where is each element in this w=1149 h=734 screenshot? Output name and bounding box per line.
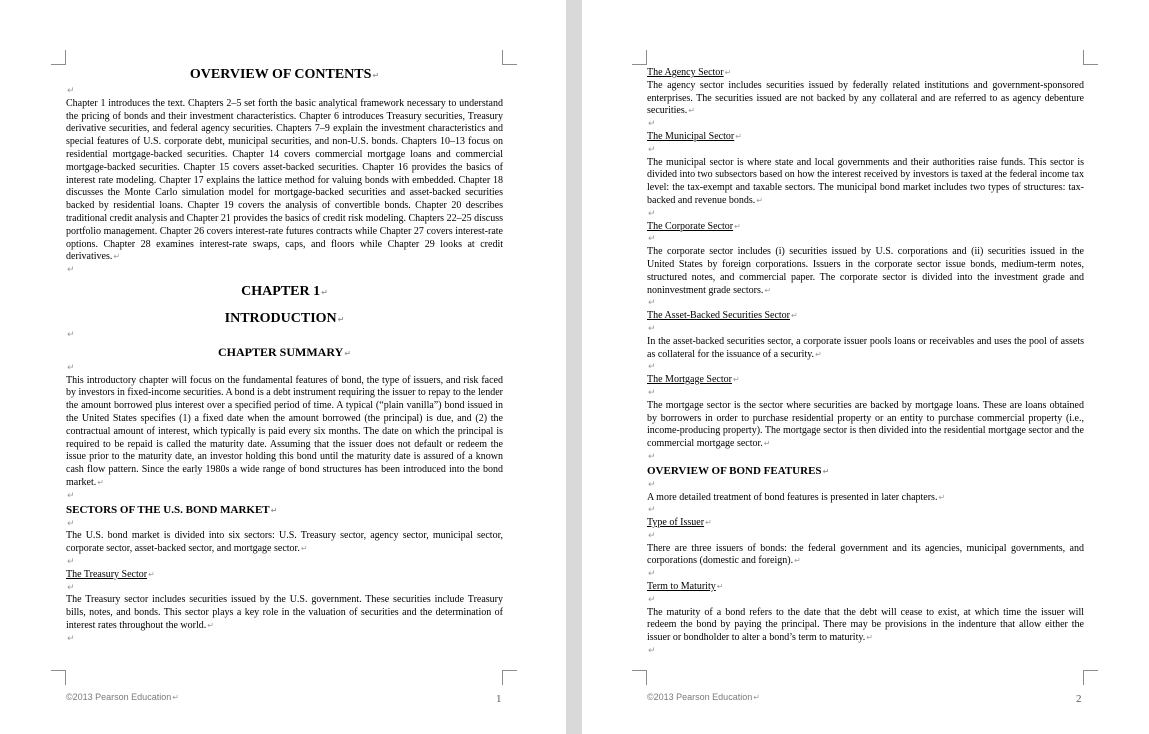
- chapter-summary-heading: CHAPTER SUMMARY↵: [218, 344, 351, 359]
- crop-mark-bottom-right: [1083, 670, 1098, 685]
- asset-backed-sector-paragraph: In the asset-backed securities sector, a corporate issuer pools loans or receivables and uses the pool of assets as collateral for the issuance of a security.↵: [647, 335, 1084, 360]
- page-1-body: OVERVIEW OF CONTENTS↵ ↵ Chapter 1 introduces the text. Chapters 2–5 set forth the basic analytical framework necessary to understand the pricing of bonds and their investment characteristics. Chapter 6 introduces Treasury securities, Treasury derivative securities, and federal agency securities. Chapters 7–9 explain the investment characteristics and special features of U.S. corporate debt, municipal securities, and non-U.S. bonds. Chapters 10–13 focus on residential mortgage-backed securities. Chapter 14 covers commercial mortgage loans and commercial mortgage-backed securities. Chapter 15 covers asset-backed securities. Chapter 16 provides the basics of interest rate modeling. Chapter 17 explains the lattice method for valuing bonds with embedded. Chapter 18 discusses the Monte Carlo simulation model for mortgage-backed securities and asset-backed securities backed by residential loans. Chapter 19 covers the analysis of convertible bonds. Chapter 20 describes traditional credit analysis and Chapter 21 provides the basics of credit risk modeling. Chapters 22–25 discuss portfolio management. Chapter 26 covers interest-rate futures contracts while Chapter 27 covers interest-rate options. Chapter 28 examines interest-rate swaps, caps, and floors while Chapter 29 looks at credit derivatives.↵ ↵ CHAPTER 1↵ INTRODUCTION↵ ↵ CHAPTER SUMMARY↵ ↵ This introductory chapter will focus on the fundamental features of bond, the type of issuers, and risk faced by investors in fixed-income securities. A bond is a debt instrument requiring the issuer to repay to the lender the amount borrowed plus interest over a specified period of time. A typical (“plain vanilla”) bond issued in the United States specifies (1) a fixed date when the amount borrowed (the principal) is due, and (2) the contractual amount of interest, which typically is paid every six months. The date on which the principal is required to be repaid is called the maturity date. Assuming that the issuer does not default or redeem the issue prior to the maturity date, an investor holding this bond until the maturity date is assured of a known cash flow pattern. Since the early 1980s a wide range of bond structures has been introduced into the bond market.↵ ↵ SECTORS OF THE U.S. BOND MARKET↵ ↵ The U.S. bond market is divided into six sectors: U.S. Treasury sector, agency sector, municipal sector, corporate sector, asset-backed sector, and mortgage sector.↵ ↵ The Treasury Sector↵ ↵ The Treasury sector includes securities issued by the U.S. government. These securities include Treasury bills, notes, and bonds. This sector plays a key role in the valuation of securities and the determination of interest rates throughout the world.↵ ↵: [66, 67, 503, 644]
- crop-mark-bottom-left: [632, 670, 647, 685]
- mortgage-sector-paragraph: The mortgage sector is the sector where securities are backed by mortgage loans. These are loans obtained by borrowers in order to purchase residential property or an entity to purchase commercial property (i.e., income-producing property). The mortgage sector is then divided into the residential mortgage sector and the commercial mortgage sector.↵: [647, 399, 1084, 450]
- type-of-issuer-paragraph: There are three issuers of bonds: the federal government and its agencies, municipal governments, and corporations (domestic and foreign).↵: [647, 542, 1084, 567]
- agency-sector-heading: The Agency Sector↵: [647, 67, 732, 78]
- page-1-number: 1: [496, 693, 502, 705]
- chapter-title: INTRODUCTION↵: [224, 310, 345, 326]
- page-1-footer: ©2013 Pearson Education↵: [66, 692, 179, 702]
- asset-backed-sector-heading: The Asset-Backed Securities Sector↵: [647, 310, 798, 322]
- page-2-body: The Agency Sector↵ The agency sector includes securities issued by federally related institutions and government-sponsored enterprises. The securities issued are not backed by any collateral and are referred to as agency debenture securities.↵ ↵ The Municipal Sector↵ ↵ The municipal sector is where state and local governments and their authorities raise funds. This sector is divided into two subsectors based on how the interest received by investors is taxed at the federal income tax level: the tax-exempt and taxable sectors. The municipal bond market includes two types of structures: tax-backed and revenue bonds.↵ ↵ The Corporate Sector↵ ↵ The corporate sector includes (i) securities issued by U.S. corporations and (ii) securities issued in the United States by foreign corporations. Issuers in the corporate sector issue bonds, medium-term notes, structured notes, and commercial paper. The corporate sector is divided into the investment grade and noninvestment grade sectors.↵ ↵ The Asset-Backed Securities Sector↵ ↵ In the asset-backed securities sector, a corporate issuer pools loans or receivables and uses the pool of assets as collateral for the issuance of a security.↵ ↵ The Mortgage Sector↵ ↵ The mortgage sector is the sector where securities are backed by mortgage loans. These are loans obtained by borrowers in order to purchase residential property or an entity to purchase commercial property (i.e., income-producing property). The mortgage sector is then divided into the residential mortgage sector and the commercial mortgage sector.↵ ↵ OVERVIEW OF BOND FEATURES↵ ↵ A more detailed treatment of bond features is presented in later chapters.↵ ↵ Type of Issuer↵ ↵ There are three issuers of bonds: the federal government and its agencies, municipal governments, and corporations (domestic and foreign).↵ ↵ Term to Maturity↵ ↵ The maturity of a bond refers to the date that the debt will cease to exist, at which time the issuer will redeem the bond by paying the principal. There may be provisions in the indenture that allow either the issuer or bondholder to alter a bond’s term to maturity.↵ ↵: [647, 67, 1084, 657]
- bond-features-paragraph: A more detailed treatment of bond features is presented in later chapters.↵: [647, 491, 946, 503]
- overview-paragraph: Chapter 1 introduces the text. Chapters 2–5 set forth the basic analytical framework necessary to understand the pricing of bonds and their investment characteristics. Chapter 6 introduces Treasury securities, Treasury derivative securities, and federal agency securities. Chapters 7–9 explain the investment characteristics and special features of U.S. corporate debt, municipal securities, and non-U.S. bonds. Chapters 10–13 focus on residential mortgage-backed securities. Chapter 14 covers commercial mortgage loans and commercial mortgage-backed securities. Chapter 15 covers asset-backed securities. Chapter 16 provides the basics of interest rate modeling. Chapter 17 explains the lattice method for valuing bonds with embedded. Chapter 18 discusses the Monte Carlo simulation model for mortgage-backed securities and asset-backed securities backed by residential loans. Chapter 19 covers the analysis of convertible bonds. Chapter 20 describes traditional credit analysis and Chapter 21 provides the basics of credit risk modeling. Chapters 22–25 discuss portfolio management. Chapter 26 covers interest-rate futures contracts while Chapter 27 covers interest-rate options. Chapter 28 examines interest-rate swaps, caps, and floors while Chapter 29 looks at credit derivatives.↵: [66, 97, 503, 263]
- document-page-1: [0, 0, 566, 734]
- document-page-2: [582, 0, 1149, 734]
- overview-of-contents-title: OVERVIEW OF CONTENTS↵: [189, 67, 380, 82]
- mortgage-sector-heading: The Mortgage Sector↵: [647, 374, 740, 386]
- page-2-footer: ©2013 Pearson Education↵: [647, 692, 760, 702]
- sectors-paragraph: The U.S. bond market is divided into six sectors: U.S. Treasury sector, agency sector, municipal sector, corporate sector, asset-backed sector, and mortgage sector.↵: [66, 530, 503, 555]
- chapter-label: CHAPTER 1↵: [241, 283, 328, 299]
- term-to-maturity-paragraph: The maturity of a bond refers to the date that the debt will cease to exist, at which time the issuer will redeem the bond by paying the principal. There may be provisions in the indenture that allow either the issuer or bondholder to alter a bond’s term to maturity.↵: [647, 606, 1084, 644]
- agency-sector-paragraph: The agency sector includes securities issued by federally related institutions and government-sponsored enterprises. The securities issued are not backed by any collateral and are referred to as agency debenture securities.↵: [647, 79, 1084, 117]
- crop-mark-top-right: [1083, 50, 1098, 65]
- treasury-sector-paragraph: The Treasury sector includes securities issued by the U.S. government. These securities include Treasury bills, notes, and bonds. This sector plays a key role in the valuation of securities and the determination of interest rates throughout the world.↵: [66, 594, 503, 631]
- bond-features-heading: OVERVIEW OF BOND FEATURES↵: [647, 464, 830, 477]
- crop-mark-bottom-right: [502, 670, 517, 685]
- crop-mark-bottom-left: [51, 670, 66, 685]
- crop-mark-top-right: [502, 50, 517, 65]
- chapter-summary-paragraph: This introductory chapter will focus on the fundamental features of bond, the type of issuers, and risk faced by investors in fixed-income securities. A bond is a debt instrument requiring the issuer to repay to the lender the amount borrowed plus interest over a specified period of time. A typical (“plain vanilla”) bond issued in the United States specifies (1) a fixed date when the amount borrowed (the principal) is due, and (2) the contractual amount of interest, which typically is paid every six months. The date on which the principal is required to be repaid is called the maturity date. Assuming that the issuer does not default or redeem the issue prior to the maturity date, an investor holding this bond until the maturity date is assured of a known cash flow pattern. Since the early 1980s a wide range of bond structures has been introduced into the bond market.↵: [66, 374, 503, 488]
- page-2-number: 2: [1076, 693, 1082, 705]
- municipal-sector-heading: The Municipal Sector↵: [647, 130, 742, 142]
- type-of-issuer-heading: Type of Issuer↵: [647, 517, 712, 529]
- crop-mark-top-left: [51, 50, 66, 65]
- crop-mark-top-left: [632, 50, 647, 65]
- municipal-sector-paragraph: The municipal sector is where state and local governments and their authorities raise funds. This sector is divided into two subsectors based on how the interest received by investors is taxed at the federal income tax level: the tax-exempt and taxable sectors. The municipal bond market includes two types of structures: tax-backed and revenue bonds.↵: [647, 156, 1084, 206]
- sectors-heading: SECTORS OF THE U.S. BOND MARKET↵: [66, 503, 278, 516]
- term-to-maturity-heading: Term to Maturity↵: [647, 581, 724, 593]
- treasury-sector-heading: The Treasury Sector↵: [66, 568, 155, 580]
- corporate-sector-heading: The Corporate Sector↵: [647, 220, 741, 232]
- corporate-sector-paragraph: The corporate sector includes (i) securities issued by U.S. corporations and (ii) securities issued in the United States by foreign corporations. Issuers in the corporate sector issue bonds, medium-term notes, structured notes, and commercial paper. The corporate sector is divided into the investment grade and noninvestment grade sectors.↵: [647, 246, 1084, 296]
